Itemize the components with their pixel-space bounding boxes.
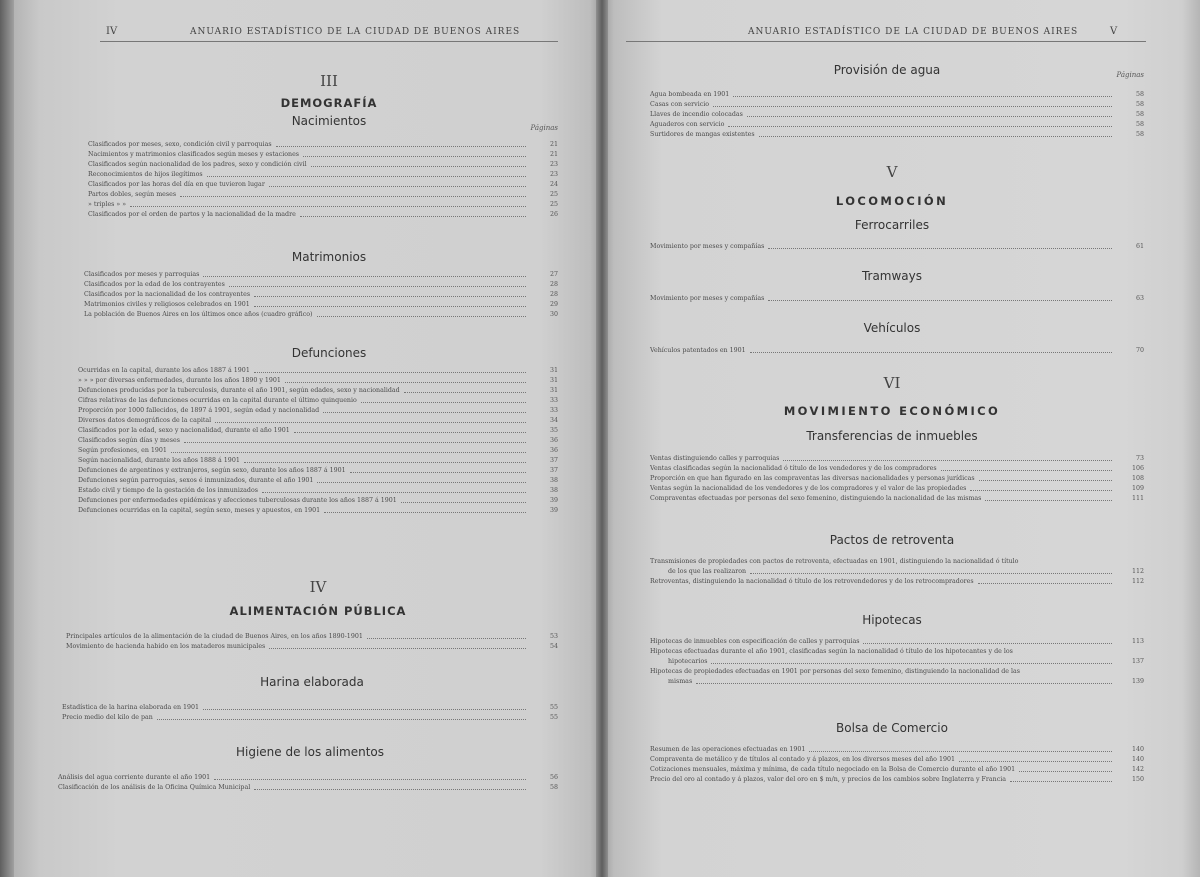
toc-entry[interactable]: Defunciones ocurridas en la capital, según sexo, meses y apuestos, en 1901 39 xyxy=(78,507,558,514)
page-number: V xyxy=(1110,26,1118,37)
toc-entry[interactable]: Ventas según la nacionalidad de los vendedores y de los compradores y el valor de las propiedades 109 xyxy=(650,485,1144,492)
running-head: ANUARIO ESTADÍSTICO DE LA CIUDAD DE BUENOS AIRES xyxy=(190,27,521,37)
toc-entry[interactable]: Compraventa de metálico y de títulos al contado y á plazos, en los diversos meses del año 1901 140 xyxy=(650,756,1144,763)
toc-entry[interactable]: Defunciones según parroquias, sexos é inmunizados, durante el año 1901 38 xyxy=(78,477,558,484)
running-head: ANUARIO ESTADÍSTICO DE LA CIUDAD DE BUENOS AIRES xyxy=(748,27,1079,37)
toc-entry[interactable]: Ocurridas en la capital, durante los años 1887 á 1901 31 xyxy=(78,367,558,374)
toc-entry[interactable]: Defunciones producidas por la tuberculosis, durante el año 1901, según edades, sexo y nacionalidad 31 xyxy=(78,387,558,394)
toc-entry[interactable]: Ventas clasificadas según la nacionalidad ó título de los vendedores y de los compradores 106 xyxy=(650,465,1144,472)
subsection-title-vehiculos: Vehículos xyxy=(863,321,921,335)
subsection-title-higiene: Higiene de los alimentos xyxy=(235,745,385,759)
subsection-title-hipotecas: Hipotecas xyxy=(862,613,922,627)
section-title-demografia: DEMOGRAFÍA xyxy=(280,96,378,110)
toc-entry[interactable]: Clasificados según nacionalidad de los padres, sexo y condición civil 23 xyxy=(88,161,558,168)
toc-list-ferrocarriles xyxy=(650,242,1144,252)
column-header-paginas: Páginas xyxy=(530,124,558,132)
book-gutter xyxy=(596,0,608,877)
toc-list-bolsa xyxy=(650,745,1144,785)
section-roman-VI: VI xyxy=(883,374,901,392)
toc-entry[interactable]: Movimiento de hacienda habido en los mataderos municipales 54 xyxy=(66,643,558,650)
section-title-locomocion: LOCOMOCIÓN xyxy=(835,194,949,208)
toc-entry[interactable]: Clasificados por la nacionalidad de los contrayentes 28 xyxy=(84,291,558,298)
toc-entry[interactable]: Diversos datos demográficos de la capital 34 xyxy=(78,417,558,424)
toc-entry[interactable]: Vehículos patentados en 1901 70 xyxy=(650,347,1144,354)
toc-list-vehiculos xyxy=(650,346,1144,356)
toc-entry[interactable]: Aguaderos con servicio 58 xyxy=(650,121,1144,128)
section-roman-III: III xyxy=(320,72,338,90)
subsection-title-pactos: Pactos de retroventa xyxy=(829,533,955,547)
column-header-paginas: Páginas xyxy=(1116,71,1144,79)
toc-entry[interactable]: Nacimientos y matrimonios clasificados según meses y estaciones 21 xyxy=(88,151,558,158)
toc-list-provision xyxy=(650,90,1144,140)
subsection-title-nacimientos: Nacimientos xyxy=(291,114,367,128)
toc-entry[interactable]: Retroventas, distinguiendo la nacionalidad ó título de los retrovendedores y de los retrocompradores 112 xyxy=(650,578,1144,585)
toc-list-hipotecas xyxy=(650,637,1144,687)
toc-entry[interactable]: Proporción en que han figurado en las compraventas las diversas nacionalidades y personas jurídicas 108 xyxy=(650,475,1144,482)
toc-entry[interactable]: Llaves de incendio colocadas 58 xyxy=(650,111,1144,118)
section-roman-IV: IV xyxy=(309,578,327,596)
toc-entry[interactable]: » triples » » 25 xyxy=(88,201,558,208)
toc-entry[interactable]: Defunciones por enfermedades epidémicas y afecciones tuberculosas durante los años 1887 á 1901 39 xyxy=(78,497,558,504)
right-page xyxy=(602,0,1200,877)
toc-entry[interactable]: Ventas distinguiendo calles y parroquias 73 xyxy=(650,455,1144,462)
running-head-rule xyxy=(626,41,1146,42)
section-title-alimentacion: ALIMENTACIÓN PÚBLICA xyxy=(229,604,407,618)
toc-entry[interactable]: Surtidores de mangas existentes 58 xyxy=(650,131,1144,138)
toc-entry[interactable]: Transmisiones de propiedades con pactos de retroventa, efectuadas en 1901, distinguiendo la nacionalidad ó título de los que las realizaron 112 xyxy=(650,558,1144,575)
toc-list-alimentacion xyxy=(66,632,558,652)
toc-entry[interactable]: Reconocimientos de hijos ilegítimos 23 xyxy=(88,171,558,178)
toc-entry[interactable]: Movimiento por meses y compañías 63 xyxy=(650,295,1144,302)
toc-entry[interactable]: Casas con servicio 58 xyxy=(650,101,1144,108)
subsection-title-tramways: Tramways xyxy=(861,269,923,283)
toc-entry[interactable]: Partos dobles, según meses 25 xyxy=(88,191,558,198)
toc-entry[interactable]: Clasificados por las horas del día en que tuvieron lugar 24 xyxy=(88,181,558,188)
toc-entry[interactable]: Precio del oro al contado y á plazos, valor del oro en $ m/n, y precios de los cambios sobre Inglaterra y Francia 150 xyxy=(650,776,1144,783)
toc-entry[interactable]: Matrimonios civiles y religiosos celebrados en 1901 29 xyxy=(84,301,558,308)
toc-entry[interactable]: Hipotecas de inmuebles con especificación de calles y parroquias 113 xyxy=(650,638,1144,645)
toc-entry[interactable]: Hipotecas de propiedades efectuadas en 1901 por personas del sexo femenino, distinguiendo la nacionalidad de las mismas 139 xyxy=(650,668,1144,685)
running-head-rule xyxy=(100,41,558,42)
toc-list-tramways xyxy=(650,294,1144,304)
toc-entry[interactable]: Compraventas efectuadas por personas del sexo femenino, distinguiendo la nacionalidad de las mismas 111 xyxy=(650,495,1144,502)
toc-entry[interactable]: Análisis del agua corriente durante el año 1901 56 xyxy=(58,774,558,781)
subsection-title-bolsa: Bolsa de Comercio xyxy=(836,721,948,735)
section-title-movimiento-economico: MOVIMIENTO ECONÓMICO xyxy=(783,404,1001,418)
toc-entry[interactable]: Cifras relativas de las defunciones ocurridas en la capital durante el último quinquenio 33 xyxy=(78,397,558,404)
toc-entry[interactable]: Movimiento por meses y compañías 61 xyxy=(650,243,1144,250)
subsection-title-defunciones: Defunciones xyxy=(291,346,367,360)
toc-list-matrimonios xyxy=(84,270,558,320)
section-roman-V: V xyxy=(886,163,898,181)
toc-entry[interactable]: Agua bombeada en 1901 58 xyxy=(650,91,1144,98)
toc-list-nacimientos xyxy=(88,140,558,220)
toc-entry[interactable]: Hipotecas efectuadas durante el año 1901, clasificadas según la nacionalidad ó título de los hipotecantes y de los hipotecarios 137 xyxy=(650,648,1144,665)
toc-entry[interactable]: Resumen de las operaciones efectuadas en 1901 140 xyxy=(650,746,1144,753)
toc-entry[interactable]: La población de Buenos Aires en los últimos once años (cuadro gráfico) 30 xyxy=(84,311,558,318)
subsection-title-provision: Provisión de agua xyxy=(833,63,941,77)
toc-entry[interactable]: Clasificados por meses, sexo, condición civil y parroquias 21 xyxy=(88,141,558,148)
toc-entry[interactable]: Clasificados por la edad de los contrayentes 28 xyxy=(84,281,558,288)
subsection-title-transferencias: Transferencias de inmuebles xyxy=(806,429,978,443)
page-number: IV xyxy=(106,26,118,37)
toc-list-higiene xyxy=(58,773,558,793)
toc-list-transferencias xyxy=(650,454,1144,504)
toc-list-harina xyxy=(62,703,558,723)
toc-entry[interactable]: Estado civil y tiempo de la gestación de los inmunizados 38 xyxy=(78,487,558,494)
toc-list-pactos xyxy=(650,557,1144,587)
toc-entry[interactable]: Clasificados según días y meses 36 xyxy=(78,437,558,444)
toc-entry[interactable]: Principales artículos de la alimentación de la ciudad de Buenos Aires, en los años 1890-1901 53 xyxy=(66,633,558,640)
toc-entry[interactable]: Clasificación de los análisis de la Oficina Química Municipal 58 xyxy=(58,784,558,791)
toc-entry[interactable]: Clasificados por el orden de partos y la nacionalidad de la madre 26 xyxy=(88,211,558,218)
toc-entry[interactable]: Clasificados por la edad, sexo y nacionalidad, durante el año 1901 35 xyxy=(78,427,558,434)
toc-entry[interactable]: Según nacionalidad, durante los años 1888 á 1901 37 xyxy=(78,457,558,464)
toc-entry[interactable]: » » » por diversas enfermedades, durante los años 1890 y 1901 31 xyxy=(78,377,558,384)
toc-list-defunciones xyxy=(78,366,558,516)
toc-entry[interactable]: Precio medio del kilo de pan 55 xyxy=(62,714,558,721)
toc-entry[interactable]: Según profesiones, en 1901 36 xyxy=(78,447,558,454)
toc-entry[interactable]: Estadística de la harina elaborada en 1901 55 xyxy=(62,704,558,711)
page-edge-shadow xyxy=(0,0,14,877)
subsection-title-ferrocarriles: Ferrocarriles xyxy=(854,218,930,232)
toc-entry[interactable]: Proporción por 1000 fallecidos, de 1897 á 1901, según edad y nacionalidad 33 xyxy=(78,407,558,414)
subsection-title-harina: Harina elaborada xyxy=(260,675,364,689)
toc-entry[interactable]: Clasificados por meses y parroquias 27 xyxy=(84,271,558,278)
toc-entry[interactable]: Cotizaciones mensuales, máxima y mínima, de cada título negociado en la Bolsa de Comercio durante el año 1901 142 xyxy=(650,766,1144,773)
subsection-title-matrimonios: Matrimonios xyxy=(291,250,367,264)
toc-entry[interactable]: Defunciones de argentinos y extranjeros, según sexo, durante los años 1887 á 1901 37 xyxy=(78,467,558,474)
